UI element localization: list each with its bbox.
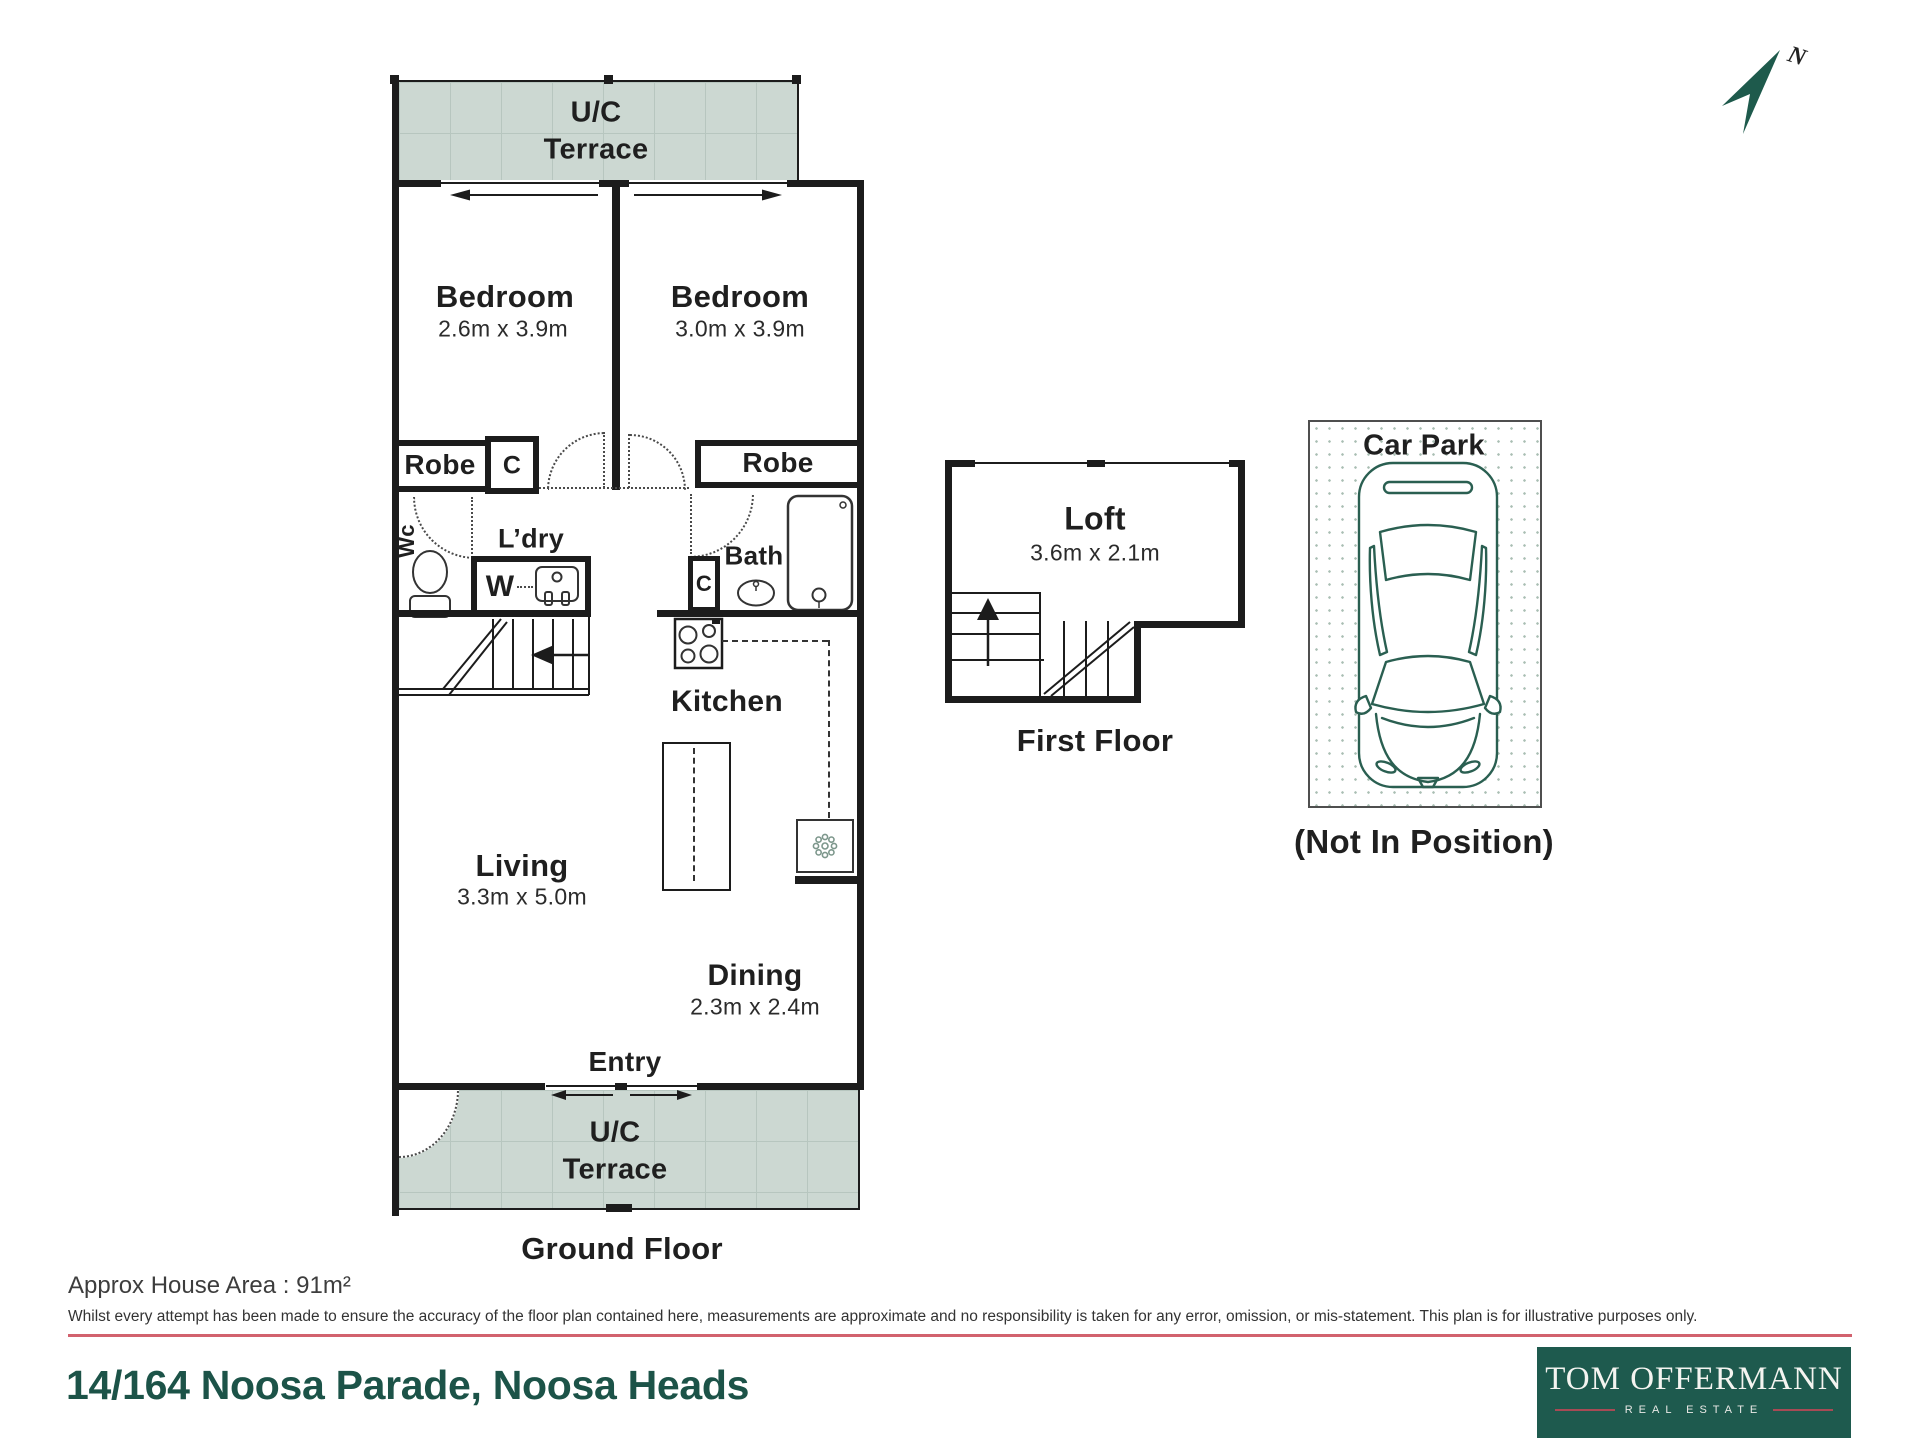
house-area-text: Approx House Area : 91m² — [68, 1272, 351, 1299]
bedroom-left-dims: 2.6m x 3.9m — [438, 315, 568, 342]
stairs-loft-icon — [952, 592, 1138, 696]
kitchen-island — [662, 742, 731, 891]
wall-segment — [599, 180, 629, 187]
wall-segment — [1134, 621, 1245, 628]
wall-segment — [627, 1085, 697, 1087]
terrace-bottom-label-2: Terrace — [562, 1153, 668, 1186]
robe-left-label: Robe — [404, 449, 476, 480]
wall-segment — [695, 440, 701, 488]
wall-segment — [517, 586, 533, 588]
wall-segment — [399, 80, 797, 82]
wall-segment — [792, 75, 801, 84]
agency-tagline: REAL ESTATE — [1624, 1404, 1764, 1416]
terrace-bottom-area — [399, 1090, 858, 1210]
logo-rule-left — [1555, 1409, 1615, 1411]
terrace-top-label-2: Terrace — [543, 133, 649, 166]
bedroom-right-door-arc — [630, 434, 686, 490]
first-floor-title: First Floor — [1016, 723, 1174, 758]
car-park-note: (Not In Position) — [1294, 823, 1554, 860]
oven-icon — [795, 818, 857, 884]
wall-segment — [399, 1083, 545, 1090]
window-arrow-left-icon — [448, 188, 600, 202]
wc-label: Wc — [394, 524, 419, 558]
bedroom-right-label: Bedroom — [670, 279, 810, 314]
logo-rule-right — [1773, 1409, 1833, 1411]
bedroom-left-door-arc — [547, 432, 605, 490]
living-dims: 3.3m x 5.0m — [457, 883, 587, 910]
divider-rule — [68, 1334, 1852, 1337]
wall-segment — [952, 696, 1141, 703]
wall-segment — [539, 487, 689, 489]
kitchen-label: Kitchen — [670, 685, 784, 718]
bath-label: Bath — [724, 540, 784, 571]
wall-segment — [695, 440, 857, 446]
entry-arrow-left-icon — [549, 1089, 615, 1101]
wall-segment — [858, 1090, 860, 1210]
loft-dims: 3.6m x 2.1m — [1030, 539, 1160, 566]
terrace-bottom-label-1: U/C — [589, 1116, 641, 1149]
wall-segment — [787, 180, 864, 187]
wall-segment — [975, 462, 1087, 464]
wall-segment — [693, 748, 695, 881]
dining-label: Dining — [707, 959, 803, 992]
wall-segment — [546, 1085, 615, 1087]
wall-segment — [945, 460, 952, 703]
terrace-top-label-1: U/C — [570, 96, 622, 129]
laundry-tub-icon — [533, 564, 581, 612]
north-label: N — [1784, 41, 1810, 72]
north-compass-icon — [1712, 36, 1832, 156]
agency-logo — [1537, 1347, 1851, 1438]
bedroom-right-dims: 3.0m x 3.9m — [675, 315, 805, 342]
entry-label: Entry — [588, 1046, 662, 1077]
wall-segment — [1105, 462, 1229, 464]
terrace-bottom-post — [606, 1204, 632, 1212]
dining-dims: 2.3m x 2.4m — [690, 993, 820, 1020]
disclaimer-text: Whilst every attempt has been made to ensure the accuracy of the floor plan contained here, measurements are approximate and no responsibility is taken for any error, omission, or mis-statement. This plan is for illustrative purposes only. — [68, 1308, 1698, 1325]
basin-icon — [735, 574, 777, 608]
loft-label: Loft — [1064, 500, 1126, 537]
kitchen-counter-dash-v — [828, 640, 830, 818]
wall-segment — [441, 182, 599, 184]
wall-right — [857, 180, 864, 1090]
cooktop-icon — [673, 617, 724, 670]
stairs-ground-icon — [399, 617, 591, 699]
agency-name: TOM OFFERMANN — [1545, 1361, 1843, 1397]
ground-floor-title: Ground Floor — [521, 1231, 723, 1266]
shower-icon — [786, 494, 855, 614]
wall-segment — [697, 1083, 864, 1090]
car-icon — [1352, 456, 1504, 794]
wall-segment — [1238, 467, 1245, 628]
wall-segment — [695, 482, 857, 488]
wall-segment — [399, 180, 441, 187]
kitchen-counter-dash-h — [722, 640, 828, 642]
wall-segment — [399, 440, 485, 446]
wall-segment — [629, 182, 787, 184]
address-text: 14/164 Noosa Parade, Noosa Heads — [66, 1362, 750, 1408]
wall-left — [392, 76, 399, 1216]
washer-label: W — [485, 570, 515, 603]
closet-hall-label: C — [502, 451, 522, 480]
wall-segment — [399, 486, 485, 492]
entry-arrow-right-icon — [628, 1089, 694, 1101]
bedroom-left-label: Bedroom — [435, 279, 575, 314]
wall-segment — [615, 1083, 627, 1090]
living-label: Living — [475, 848, 569, 883]
wall-segment — [797, 82, 799, 180]
wall-segment — [604, 75, 613, 84]
closet-kitchen-label: C — [695, 571, 713, 596]
car-park-label: Car Park — [1363, 429, 1485, 462]
window-arrow-right-icon — [632, 188, 784, 202]
laundry-label: L’dry — [497, 523, 565, 554]
bedroom-divider-wall — [612, 187, 620, 490]
wall-segment — [657, 610, 857, 617]
robe-right-label: Robe — [742, 447, 814, 478]
